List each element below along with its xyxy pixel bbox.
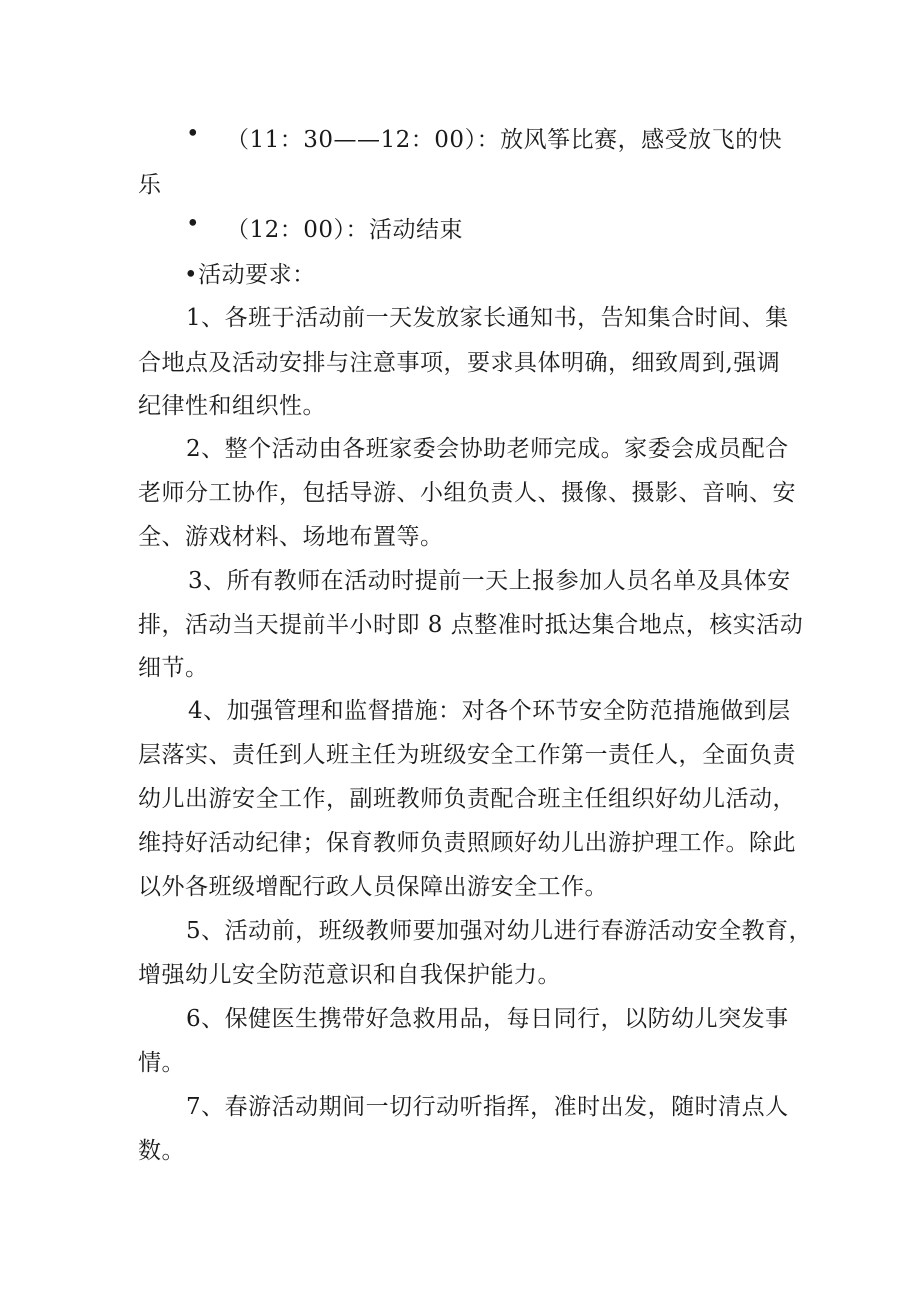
bullet-dot-icon: •	[186, 211, 201, 237]
requirement-7-line-2: 数。	[138, 1138, 185, 1164]
requirement-4-line-4: 维持好活动纪律；保育教师负责照顾好幼儿出游护理工作。除此	[138, 830, 796, 856]
requirement-4-line-1: 4、加强管理和监督措施：对各个环节安全防范措施做到层	[188, 698, 791, 724]
requirement-2-line-3: 全、游戏材料、场地布置等。	[138, 524, 444, 550]
requirement-3-line-2: 排，活动当天提前半小时即 8 点整准时抵达集合地点，核实活动	[138, 612, 804, 638]
requirement-2-line-2: 老师分工协作，包括导游、小组负责人、摄像、摄影、音响、安	[138, 480, 796, 506]
requirement-4-line-2: 层落实、责任到人班主任为班级安全工作第一责任人，全面负责	[138, 742, 796, 768]
requirement-5-line-2: 增强幼儿安全防范意识和自我保护能力。	[138, 962, 561, 988]
bullet-dot-icon: •	[186, 121, 201, 147]
requirement-4-line-3: 幼儿出游安全工作，副班教师负责配合班主任组织好幼儿活动，	[138, 786, 796, 812]
requirement-1-line-3: 纪律性和组织性。	[138, 393, 326, 419]
requirements-heading: •活动要求：	[184, 262, 316, 288]
requirement-4-line-5: 以外各班级增配行政人员保障出游安全工作。	[138, 874, 608, 900]
schedule-item-1-line-1: （11：30——12：00）：放风筝比赛，感受放飞的快	[226, 127, 783, 153]
requirement-5-line-1: 5、活动前，班级教师要加强对幼儿进行春游活动安全教育，	[186, 918, 813, 944]
schedule-item-2-line-1: （12：00）：活动结束	[226, 217, 464, 243]
schedule-item-1-line-2: 乐	[138, 172, 162, 198]
requirement-2-line-1: 2、整个活动由各班家委会协助老师完成。家委会成员配合	[186, 436, 789, 462]
requirement-6-line-1: 6、保健医生携带好急救用品，每日同行，以防幼儿突发事	[186, 1006, 789, 1032]
requirement-7-line-1: 7、春游活动期间一切行动听指挥，准时出发，随时清点人	[186, 1094, 789, 1120]
requirement-3-line-1: 3、所有教师在活动时提前一天上报参加人员名单及具体安	[188, 568, 791, 594]
requirement-6-line-2: 情。	[138, 1050, 185, 1076]
requirement-3-line-3: 细节。	[138, 655, 209, 681]
requirement-1-line-2: 合地点及活动安排与注意事项，要求具体明确，细致周到,强调	[138, 350, 781, 376]
requirement-1-line-1: 1、各班于活动前一天发放家长通知书，告知集合时间、集	[186, 305, 789, 331]
